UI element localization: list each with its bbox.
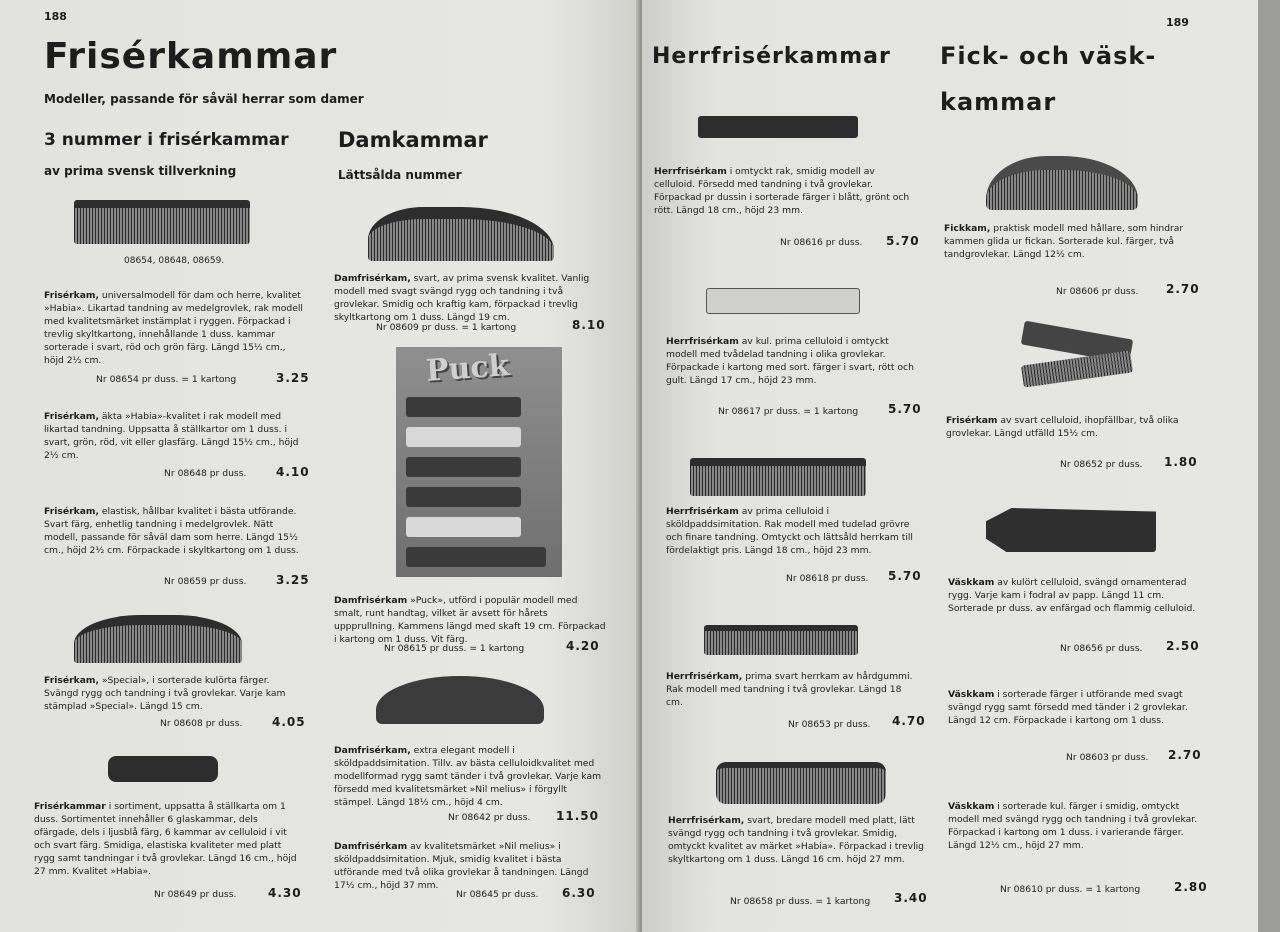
price: 4.20 — [566, 639, 600, 653]
price: 4.10 — [276, 465, 310, 479]
price: 3.40 — [894, 891, 928, 905]
price: 2.50 — [1166, 639, 1200, 653]
comb-image — [406, 487, 521, 507]
order-number: Nr 08603 pr duss. — [1066, 752, 1149, 763]
product-description: Fickkam, praktisk modell med hållare, som hindrar kammen glida ur fickan. Sorterade kul. färger, två tandgrovlekar. Längd 12½ cm. — [944, 223, 1184, 260]
comb-image — [704, 625, 858, 655]
price: 4.70 — [892, 714, 926, 728]
order-number: Nr 08654 pr duss. = 1 kartong — [96, 374, 237, 385]
price: 6.30 — [562, 886, 596, 900]
price: 4.05 — [272, 715, 306, 729]
right-page — [642, 0, 1258, 932]
order-number: Nr 08658 pr duss. = 1 kartong — [730, 896, 871, 907]
order-number: Nr 08610 pr duss. = 1 kartong — [1000, 884, 1141, 895]
product-description: Frisérkam, universalmodell för dam och herre, kvalitet »Habia». Likartad tandning av medelgrovlek, rak modell med kvalitetsmärket instämplat i ryggen. Förpackad i trevlig skyltkartong, innehållande 1 duss. kammar sorterade i svart, röd och grön färg. Längd 15½ cm., höjd 2½ cm. — [44, 290, 303, 366]
product-description: Damfrisérkam av kvalitetsmärket »Nil melius» i sköldpaddsimitation. Mjuk, smidig kvalitet i bästa utförande med två olika grovlekar å tandningen. Längd 17½ cm., höjd 37 mm. — [334, 841, 589, 891]
product-description: Herrfrisérkam av prima celluloid i sköldpaddsimitation. Rak modell med tudelad grövre och finare tandning. Omtyckt och lättsåld herrkam till fördelaktigt pris. Längd 18 cm., höjd 23 mm. — [666, 506, 913, 556]
col1-subheading: av prima svensk tillverkning — [44, 164, 237, 178]
page-subtitle: Modeller, passande för såväl herrar som damer — [44, 92, 364, 106]
order-number: Nr 08616 pr duss. — [780, 237, 863, 248]
product-description: Frisérkam, »Special», i sorterade kulörta färger. Svängd rygg och tandning i två grovlekar. Varje kam stämplad »Special». Längd 15 cm. — [44, 675, 286, 712]
order-number: Nr 08659 pr duss. — [164, 576, 247, 587]
comb-image — [406, 547, 546, 567]
col1-heading: 3 nummer i frisérkammar — [44, 130, 289, 150]
comb-image — [406, 397, 521, 417]
page-number: 189 — [1166, 16, 1189, 29]
price: 3.25 — [276, 371, 310, 385]
col2-heading: Damkammar — [338, 128, 488, 152]
comb-image — [368, 207, 554, 261]
comb-image — [1021, 350, 1133, 387]
product-description: Damfrisérkam »Puck», utförd i populär modell med smalt, runt handtag, vilket är avsett för hårets uppprullning. Kammens längd med skaft 19 cm. Förpackad i kartong om 1 duss. Vit färg. — [334, 595, 606, 645]
price: 3.25 — [276, 573, 310, 587]
puck-display-card — [396, 347, 562, 577]
comb-image — [706, 288, 860, 314]
comb-caption: 08654, 08648, 08659. — [124, 256, 225, 266]
order-number: Nr 08645 pr duss. — [456, 889, 539, 900]
comb-case-image — [986, 508, 1156, 552]
product-description: Frisérkam, äkta »Habia»-kvalitet i rak modell med likartad tandning. Uppsatta å ställkartor om 1 duss. i svart, grön, röd, vit eller glasfärg. Längd 15½ cm., höjd 2½ cm. — [44, 411, 299, 461]
product-description: Damfrisérkam, svart, av prima svensk kvalitet. Vanlig modell med svagt svängd rygg och tandning i två grovlekar. Smidig och kraftig kam, förpackad i trevlig skyltkartong om 1 duss. Längd 19 cm. — [334, 273, 590, 323]
product-description: Damfrisérkam, extra elegant modell i sköldpaddsimitation. Tillv. av bästa celluloidkvalitet med modellformad rygg samt tänder i två grovlekar. Varje kam försedd med kvalitetsmärket »Nil melius» i förgyllt stämpel. Längd 18½ cm., höjd 4 cm. — [334, 745, 602, 808]
comb-image — [376, 676, 544, 724]
order-number: Nr 08652 pr duss. — [1060, 459, 1143, 470]
price: 11.50 — [556, 809, 599, 823]
order-number: Nr 08649 pr duss. — [154, 889, 237, 900]
order-number: Nr 08608 pr duss. — [160, 718, 243, 729]
order-number: Nr 08653 pr duss. — [788, 719, 871, 730]
product-description: Herrfrisérkam i omtyckt rak, smidig modell av celluloid. Försedd med tandning i två grovlekar. Förpackad pr dussin i sorterade färger i blått, grönt och rött. Längd 18 cm., höjd 23 mm. — [654, 166, 910, 216]
comb-image — [406, 457, 521, 477]
comb-image — [406, 517, 521, 537]
col2-heading: kammar — [940, 88, 1057, 116]
comb-image — [698, 116, 858, 138]
col2-subheading: Lättsålda nummer — [338, 168, 462, 182]
comb-image — [986, 156, 1138, 210]
comb-image — [74, 200, 250, 244]
product-description: Frisérkammar i sortiment, uppsatta å ställkarta om 1 duss. Sortimentet innehåller 6 glaskammar, dels ofärgade, dels i ljusblå färg, 6 kammar av celluloid i vit och svart färg. Smidiga, elastiska kvaliteter med platt rygg samt tandningar i två grovlekar. Längd 16 cm., höjd 27 mm. Kvalitet »Habia». — [34, 801, 297, 877]
comb-image — [690, 458, 866, 496]
col1-heading: Herrfrisérkammar — [652, 44, 891, 69]
product-description: Väskkam i sorterade färger i utförande med svagt svängd rygg samt försedd med tänder i 2 grovlekar. Längd 12 cm. Förpackade i kartong om 1 duss. — [948, 689, 1188, 726]
order-number: Nr 08656 pr duss. — [1060, 643, 1143, 654]
order-number: Nr 08618 pr duss. — [786, 573, 869, 584]
product-description: Herrfrisérkam av kul. prima celluloid i omtyckt modell med tvådelad tandning i olika grovlekar. Förpackade i kartong med sort. färger i svart, rött och gult. Längd 17 cm., höjd 23 mm. — [666, 336, 914, 386]
price: 2.80 — [1174, 880, 1208, 894]
price: 8.10 — [572, 318, 606, 332]
comb-image — [716, 762, 886, 804]
page-number: 188 — [44, 10, 67, 23]
price: 2.70 — [1166, 282, 1200, 296]
price: 1.80 — [1164, 455, 1198, 469]
product-description: Väskkam i sorterade kul. färger i smidig, omtyckt modell med svängd rygg och tandning i två grovlekar. Förpackad i kartong om 1 duss. i varierande färger. Längd 12½ cm., höjd 27 mm. — [948, 801, 1198, 851]
order-number: Nr 08648 pr duss. — [164, 468, 247, 479]
order-number: Nr 08606 pr duss. — [1056, 286, 1139, 297]
col2-heading: Fick- och väsk- — [940, 42, 1157, 70]
price: 2.70 — [1168, 748, 1202, 762]
product-description: Herrfrisérkam, svart, bredare modell med platt, lätt svängd rygg och tandning i två grovlekar. Smidig, omtyckt kvalitet av märket »Habia». Förpackad i trevlig skyltkartong om 1 duss. Längd 16 cm. höjd 27 mm. — [668, 815, 925, 865]
product-description: Frisérkam av svart celluloid, ihopfällbar, två olika grovlekar. Längd utfälld 15½ cm. — [946, 415, 1179, 439]
price: 5.70 — [886, 234, 920, 248]
comb-image — [406, 427, 521, 447]
product-description: Herrfrisérkam, prima svart herrkam av hårdgummi. Rak modell med tandning i två grovlekar. Längd 18 cm. — [666, 671, 913, 708]
order-number: Nr 08609 pr duss. = 1 kartong — [376, 322, 517, 333]
price: 5.70 — [888, 569, 922, 583]
product-description: Frisérkam, elastisk, hållbar kvalitet i bästa utförande. Svart färg, enhetlig tandning i medelgrovlek. Nätt modell, passande för såväl dam som herre. Längd 15½ cm., höjd 2½ cm. Förpackade i skyltkartong om 1 duss. — [44, 506, 299, 556]
comb-image — [74, 615, 242, 663]
price: 5.70 — [888, 402, 922, 416]
page-title: Frisérkammar — [44, 36, 338, 77]
order-number: Nr 08642 pr duss. — [448, 812, 531, 823]
product-description: Väskkam av kulört celluloid, svängd ornamenterad rygg. Varje kam i fodral av papp. Längd 11 cm. Sorterade pr duss. av enfärgad och flammig celluloid. — [948, 577, 1196, 614]
order-number: Nr 08617 pr duss. = 1 kartong — [718, 406, 859, 417]
comb-image — [108, 756, 218, 782]
puck-logo: Puck — [424, 348, 511, 389]
order-number: Nr 08615 pr duss. = 1 kartong — [384, 643, 525, 654]
price: 4.30 — [268, 886, 302, 900]
